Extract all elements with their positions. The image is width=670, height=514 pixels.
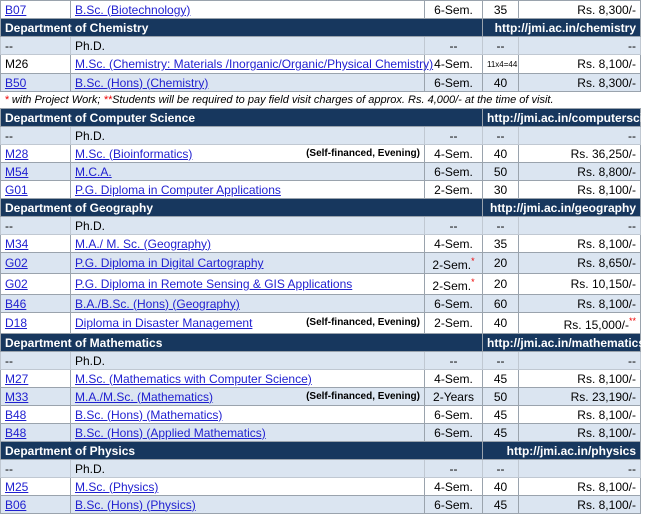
seats-text: -- — [496, 218, 505, 233]
duration-text: -- — [449, 128, 458, 143]
course-seats — [483, 74, 519, 92]
duration-text: -- — [449, 353, 458, 368]
seats-text: 35 — [493, 2, 508, 17]
seats-text: 45 — [493, 425, 508, 440]
course-code-link[interactable]: G02 — [5, 256, 28, 270]
course-row — [1, 313, 641, 334]
duration-text: -- — [449, 218, 458, 233]
course-name-link[interactable]: M.Sc. (Mathematics with Computer Science) — [75, 371, 312, 386]
seats-text: 50 — [493, 164, 508, 179]
course-duration — [425, 295, 483, 313]
course-row — [1, 352, 641, 370]
fee-text: Rs. 8,100/- — [577, 236, 636, 251]
seats-text: 45 — [493, 371, 508, 386]
course-code-cell — [1, 127, 71, 145]
fee-text: Rs. 23,190/- — [570, 389, 636, 404]
department-title: Department of Chemistry — [1, 19, 483, 37]
course-fee — [519, 313, 641, 334]
duration-text: 6-Sem. — [434, 497, 473, 512]
duration-text: 6-Sem. — [434, 164, 473, 179]
course-code-link[interactable]: B48 — [5, 407, 27, 422]
course-name-cell — [71, 181, 425, 199]
course-code-link[interactable]: G01 — [5, 182, 28, 197]
course-row — [1, 370, 641, 388]
seats-text: 40 — [493, 75, 508, 90]
course-name-link[interactable]: M.A./M.Sc. (Mathematics) — [75, 389, 214, 404]
duration-text: 4-Sem. — [434, 479, 473, 494]
course-row — [1, 388, 641, 406]
course-fee — [519, 163, 641, 181]
course-seats — [483, 127, 519, 145]
duration-text: 2-Years — [433, 389, 474, 404]
seats-text: 45 — [493, 407, 508, 422]
course-fee — [519, 478, 641, 496]
course-code-cell — [1, 163, 71, 181]
course-code-cell — [1, 181, 71, 199]
course-duration — [425, 406, 483, 424]
courses-table-body — [1, 1, 670, 514]
course-code-link[interactable]: M54 — [5, 164, 29, 179]
seats-text: 20 — [493, 277, 508, 291]
course-duration — [425, 370, 483, 388]
duration-text: 2-Sem. — [432, 258, 472, 272]
course-code-cell — [1, 460, 71, 478]
course-name-link[interactable]: P.G. Diploma in Remote Sensing & GIS Applications — [75, 277, 353, 291]
seats-text: -- — [496, 128, 505, 143]
course-code-cell — [1, 217, 71, 235]
course-code-cell — [1, 406, 71, 424]
course-seats — [483, 460, 519, 478]
course-seats — [483, 295, 519, 313]
duration-text: 4-Sem. — [434, 371, 473, 386]
course-code-link[interactable]: M34 — [5, 236, 29, 251]
course-name-cell — [71, 217, 425, 235]
course-code: M26 — [5, 57, 29, 71]
duration-text: 2-Sem. — [434, 316, 473, 330]
course-code-link[interactable]: B06 — [5, 497, 27, 512]
course-name: Ph.D. — [75, 353, 106, 368]
course-code: -- — [5, 353, 13, 368]
course-seats — [483, 1, 519, 19]
course-code-cell — [1, 253, 71, 274]
course-fee — [519, 253, 641, 274]
course-fee — [519, 406, 641, 424]
course-seats — [483, 163, 519, 181]
course-row — [1, 478, 641, 496]
department-url-link[interactable]: http://jmi.ac.in/geography — [483, 199, 641, 217]
department-title: Department of Geography — [1, 199, 483, 217]
course-row — [1, 460, 641, 478]
course-seats — [483, 37, 519, 55]
course-note: (Self-financed, Evening) — [306, 147, 420, 159]
seats-text: 11x4=44 — [487, 60, 518, 69]
course-name-cell — [71, 370, 425, 388]
course-code-cell — [1, 74, 71, 92]
course-name-cell — [71, 496, 425, 514]
seats-text: 35 — [493, 236, 508, 251]
fee-text: Rs. 8,100/- — [577, 407, 636, 422]
course-row — [1, 181, 641, 199]
course-row — [1, 424, 641, 442]
fee-text: -- — [628, 353, 636, 368]
course-fee — [519, 274, 641, 295]
course-seats — [483, 388, 519, 406]
course-duration — [425, 424, 483, 442]
footnote — [1, 92, 641, 109]
footnote-star: * — [4, 94, 9, 106]
course-name-cell — [71, 274, 425, 295]
department-title: Department of Mathematics — [1, 334, 483, 352]
department-header — [1, 199, 641, 217]
course-fee — [519, 74, 641, 92]
course-duration — [425, 74, 483, 92]
fee-text: Rs. 8,300/- — [577, 2, 636, 17]
fee-text: Rs. 8,650/- — [577, 256, 636, 270]
course-code-link[interactable]: D18 — [5, 316, 28, 330]
department-header — [1, 19, 641, 37]
department-header — [1, 109, 641, 127]
course-name-cell — [71, 235, 425, 253]
course-name-cell — [71, 145, 425, 163]
course-fee — [519, 424, 641, 442]
course-code-cell — [1, 295, 71, 313]
course-duration — [425, 37, 483, 55]
course-code-cell — [1, 388, 71, 406]
footnote-double-star: ** — [103, 94, 113, 106]
course-code-link[interactable]: B48 — [5, 425, 27, 440]
duration-text: 2-Sem. — [434, 182, 473, 197]
course-code-cell — [1, 370, 71, 388]
course-duration — [425, 1, 483, 19]
course-row — [1, 217, 641, 235]
course-code-link[interactable]: M25 — [5, 479, 29, 494]
course-seats — [483, 235, 519, 253]
fee-text: Rs. 15,000/- — [563, 318, 629, 332]
course-row — [1, 253, 641, 274]
fee-text: Rs. 8,800/- — [577, 164, 636, 179]
duration-text: 6-Sem. — [434, 296, 473, 311]
course-name-cell — [71, 74, 425, 92]
course-duration — [425, 253, 483, 274]
duration-text: 6-Sem. — [434, 75, 473, 90]
course-row — [1, 55, 641, 74]
course-name-link[interactable]: M.A./ M. Sc. (Geography) — [75, 236, 212, 251]
fee-text: Rs. 36,250/- — [570, 146, 636, 161]
seats-text: -- — [496, 461, 505, 476]
seats-text: 30 — [493, 182, 508, 197]
course-fee — [519, 352, 641, 370]
course-duration — [425, 460, 483, 478]
course-code-cell — [1, 145, 71, 163]
course-code-link[interactable]: M28 — [5, 146, 29, 161]
duration-star: * — [471, 256, 475, 266]
duration-text: 6-Sem. — [434, 407, 473, 422]
course-name-cell — [71, 460, 425, 478]
course-row — [1, 1, 641, 19]
course-code-link[interactable]: B50 — [5, 75, 27, 90]
course-fee — [519, 496, 641, 514]
course-code-cell — [1, 496, 71, 514]
course-row — [1, 235, 641, 253]
course-name-cell — [71, 55, 434, 74]
duration-text: 4-Sem. — [434, 146, 473, 161]
course-name-link[interactable]: M.Sc. (Bioinformatics) — [75, 146, 193, 161]
seats-text: 40 — [493, 479, 508, 494]
duration-text: 6-Sem. — [434, 2, 473, 17]
seats-text: -- — [496, 38, 505, 53]
course-name-cell — [71, 1, 425, 19]
course-code-cell — [1, 55, 71, 74]
course-fee — [519, 295, 641, 313]
fee-text: Rs. 8,100/- — [577, 497, 636, 512]
seats-text: 45 — [493, 497, 508, 512]
course-seats — [483, 370, 519, 388]
department-url-link[interactable]: http://jmi.ac.in/computerscience — [483, 109, 641, 127]
course-seats — [483, 181, 519, 199]
fee-text: -- — [628, 38, 636, 53]
course-duration — [425, 55, 483, 74]
course-code-cell — [1, 274, 71, 295]
course-seats — [483, 253, 519, 274]
course-name-link[interactable]: M.C.A. — [75, 164, 112, 179]
department-url-link[interactable]: http://jmi.ac.in/physics — [483, 442, 641, 460]
footnote-text: Students will be required to pay field visit charges of approx. Rs. 4,000/- at the time of visit. — [112, 94, 554, 106]
seats-text: 50 — [493, 389, 508, 404]
course-code-cell — [1, 37, 71, 55]
duration-star: * — [471, 277, 475, 287]
department-header — [1, 334, 641, 352]
course-seats — [483, 352, 519, 370]
course-note: (Self-financed, Evening) — [306, 317, 420, 328]
course-name-cell — [71, 478, 425, 496]
fee-text: Rs. 8,100/- — [577, 296, 636, 311]
course-fee — [519, 370, 641, 388]
course-code: -- — [5, 38, 13, 53]
seats-text: 40 — [493, 316, 508, 330]
course-duration — [425, 181, 483, 199]
course-seats — [483, 217, 519, 235]
seats-text: 20 — [493, 256, 508, 270]
course-duration — [425, 352, 483, 370]
course-name-link[interactable]: M.Sc. (Chemistry: Materials /Inorganic/Organic/Physical Chemistry) — [75, 57, 434, 71]
course-duration — [425, 127, 483, 145]
course-code-cell — [1, 235, 71, 253]
course-fee — [519, 181, 641, 199]
course-name-cell — [71, 424, 425, 442]
course-seats — [483, 145, 519, 163]
footnote-row — [1, 92, 641, 109]
course-name-link[interactable]: B.Sc. (Biotechnology) — [75, 2, 191, 17]
department-url-link[interactable]: http://jmi.ac.in/chemistry — [483, 19, 641, 37]
course-name: Ph.D. — [75, 38, 106, 53]
course-name-cell — [71, 127, 425, 145]
seats-text: 40 — [493, 146, 508, 161]
course-duration — [425, 496, 483, 514]
fee-text: Rs. 8,300/- — [577, 75, 636, 90]
course-fee — [519, 145, 641, 163]
course-code-cell — [1, 313, 71, 334]
course-fee — [519, 460, 641, 478]
course-duration — [425, 478, 483, 496]
fee-text: -- — [628, 218, 636, 233]
seats-text: -- — [496, 353, 505, 368]
course-fee — [519, 37, 641, 55]
course-duration — [425, 217, 483, 235]
course-seats — [483, 496, 519, 514]
course-name-link[interactable]: M.Sc. (Physics) — [75, 479, 159, 494]
course-row — [1, 74, 641, 92]
course-code-link[interactable]: M27 — [5, 371, 29, 386]
course-duration — [425, 274, 483, 295]
fee-star: ** — [628, 316, 636, 326]
course-duration — [425, 313, 483, 334]
course-name-cell — [71, 406, 425, 424]
course-duration — [425, 388, 483, 406]
course-name: Ph.D. — [75, 218, 106, 233]
course-name: Ph.D. — [75, 128, 106, 143]
course-code-link[interactable]: B46 — [5, 296, 27, 311]
duration-text: 4-Sem. — [434, 236, 473, 251]
course-name-link[interactable]: P.G. Diploma in Computer Applications — [75, 182, 281, 197]
course-row — [1, 37, 641, 55]
duration-text: 6-Sem. — [434, 425, 473, 440]
course-name-link[interactable]: B.Sc. (Hons) (Chemistry) — [75, 75, 209, 90]
course-duration — [425, 145, 483, 163]
course-row — [1, 496, 641, 514]
course-name-cell — [71, 37, 425, 55]
course-fee — [519, 217, 641, 235]
course-name-link[interactable]: Diploma in Disaster Management — [75, 316, 253, 330]
course-code-link[interactable]: M33 — [5, 389, 29, 404]
department-url-link[interactable]: http://jmi.ac.in/mathematics — [483, 334, 641, 352]
fee-text: Rs. 8,100/- — [577, 479, 636, 494]
department-title: Department of Computer Science — [1, 109, 483, 127]
course-row — [1, 295, 641, 313]
course-code: -- — [5, 128, 13, 143]
duration-text: -- — [449, 461, 458, 476]
course-fee — [519, 388, 641, 406]
course-row — [1, 274, 641, 295]
course-code-cell — [1, 1, 71, 19]
course-seats — [483, 274, 519, 295]
duration-text: 4-Sem. — [434, 57, 473, 71]
course-seats — [483, 478, 519, 496]
duration-text: -- — [449, 38, 458, 53]
course-name-link[interactable]: B.Sc. (Hons) (Physics) — [75, 497, 196, 512]
course-name-cell — [71, 295, 425, 313]
fee-text: Rs. 8,100/- — [577, 371, 636, 386]
course-fee — [519, 1, 641, 19]
course-fee — [519, 235, 641, 253]
fee-text: Rs. 8,100/- — [577, 425, 636, 440]
course-seats — [483, 424, 519, 442]
course-duration — [425, 163, 483, 181]
fee-text: Rs. 8,100/- — [577, 57, 636, 71]
course-code-link[interactable]: B07 — [5, 2, 27, 17]
course-name-cell — [71, 388, 425, 406]
course-code-link[interactable]: G02 — [5, 277, 28, 291]
course-seats — [483, 406, 519, 424]
course-code: -- — [5, 461, 13, 476]
course-note: (Self-financed, Evening) — [306, 390, 420, 402]
course-duration — [425, 235, 483, 253]
course-seats — [483, 313, 519, 334]
fee-text: -- — [628, 461, 636, 476]
course-row — [1, 127, 641, 145]
course-code-cell — [1, 424, 71, 442]
fee-text: Rs. 8,100/- — [577, 182, 636, 197]
course-fee — [519, 127, 641, 145]
course-name-cell — [71, 253, 425, 274]
course-row — [1, 163, 641, 181]
course-row — [1, 406, 641, 424]
fee-text: -- — [628, 128, 636, 143]
course-name-cell — [71, 352, 425, 370]
course-code-cell — [1, 352, 71, 370]
course-name-link[interactable]: B.Sc. (Hons) (Applied Mathematics) — [75, 425, 266, 440]
fee-text: Rs. 10,150/- — [570, 277, 636, 291]
seats-text: 60 — [493, 296, 508, 311]
course-name-link[interactable]: B.A./B.Sc. (Hons) (Geography) — [75, 296, 240, 311]
course-name-cell — [71, 313, 425, 334]
course-row — [1, 145, 641, 163]
course-name-link[interactable]: P.G. Diploma in Digital Cartography — [75, 256, 264, 270]
course-name-cell — [71, 163, 425, 181]
course-name: Ph.D. — [75, 461, 106, 476]
duration-text: 2-Sem. — [432, 279, 472, 293]
footnote-text: with Project Work; — [8, 94, 104, 106]
course-seats — [483, 55, 519, 74]
department-header — [1, 442, 641, 460]
course-code-cell — [1, 478, 71, 496]
course-name-link[interactable]: B.Sc. (Hons) (Mathematics) — [75, 407, 223, 422]
course-fee — [519, 55, 641, 74]
department-title: Department of Physics — [1, 442, 483, 460]
course-code: -- — [5, 218, 13, 233]
